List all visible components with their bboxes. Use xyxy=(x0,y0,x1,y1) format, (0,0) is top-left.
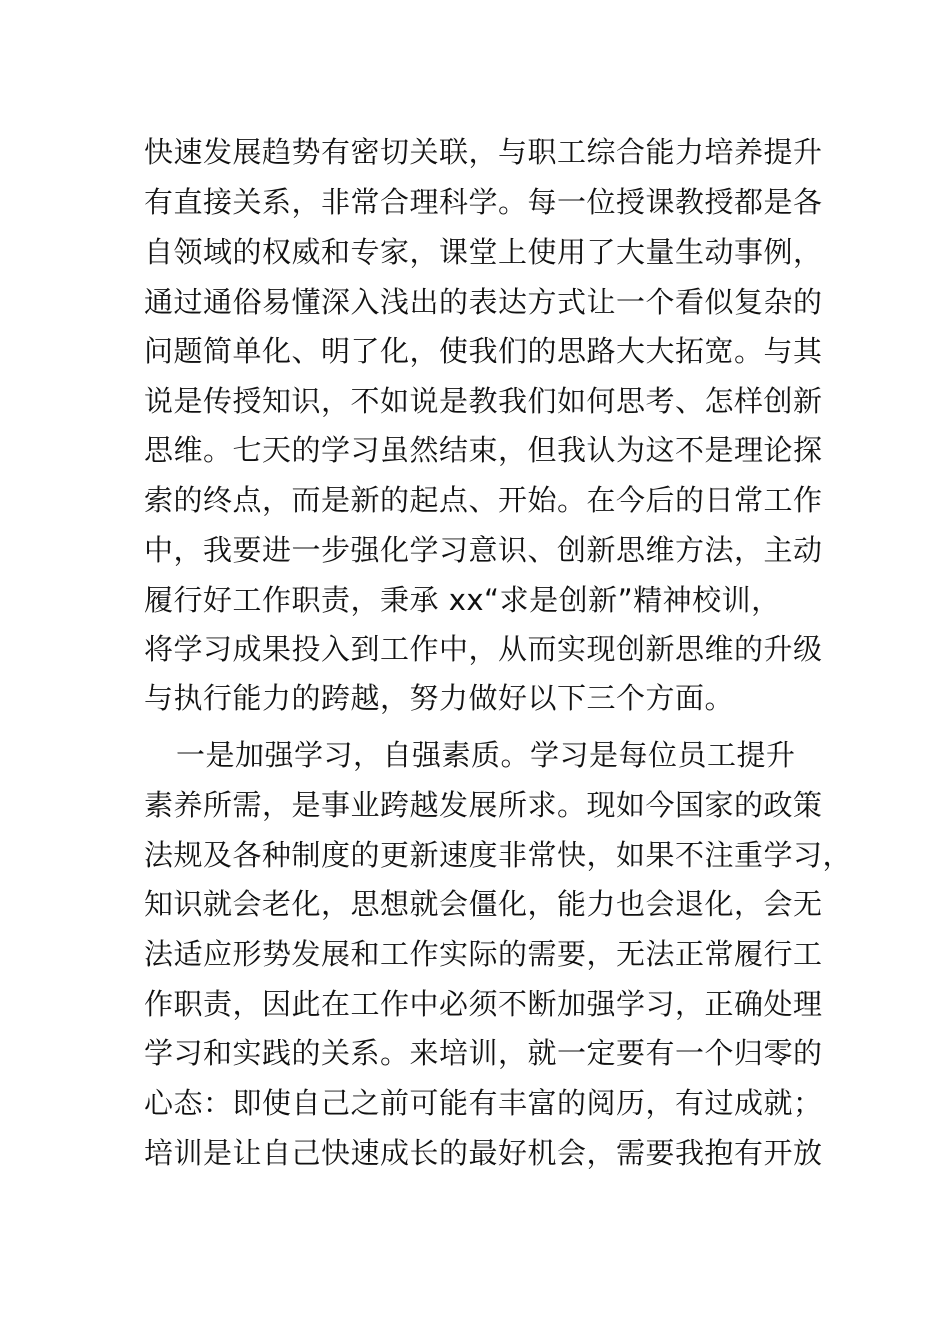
paragraph-2-line: 素养所需，是事业跨越发展所求。现如今国家的政策 xyxy=(144,788,823,822)
paragraph-2-line: 法适应形势发展和工作实际的需要，无法正常履行工 xyxy=(144,937,823,971)
paragraph-1-line: 通过通俗易懂深入浅出的表达方式让一个看似复杂的 xyxy=(144,285,823,319)
paragraph-1-line: 履行好工作职责，秉承 xx“求是创新”精神校训， xyxy=(144,583,781,617)
paragraph-2-line: 学习和实践的关系。来培训，就一定要有一个归零的 xyxy=(144,1036,823,1070)
paragraph-1-line: 将学习成果投入到工作中，从而实现创新思维的升级 xyxy=(144,632,823,666)
paragraph-1-line: 思维。七天的学习虽然结束，但我认为这不是理论探 xyxy=(144,433,823,467)
paragraph-1-line: 索的终点，而是新的起点、开始。在今后的日常工作 xyxy=(144,483,823,517)
paragraph-2-line: 知识就会老化，思想就会僵化，能力也会退化，会无 xyxy=(144,887,823,921)
paragraph-1-line: 快速发展趋势有密切关联，与职工综合能力培养提升 xyxy=(144,135,823,169)
paragraph-2-line: 作职责，因此在工作中必须不断加强学习，正确处理 xyxy=(144,987,823,1021)
paragraph-2-line: 培训是让自己快速成长的最好机会，需要我抱有开放 xyxy=(144,1136,823,1170)
paragraph-1-line: 与执行能力的跨越，努力做好以下三个方面。 xyxy=(144,681,735,715)
paragraph-2-line: 心态：即使自己之前可能有丰富的阅历，有过成就； xyxy=(144,1086,823,1120)
paragraph-1-line: 问题简单化、明了化，使我们的思路大大拓宽。与其 xyxy=(144,334,823,368)
paragraph-1-line: 中，我要进一步强化学习意识、创新思维方法，主动 xyxy=(144,533,823,567)
paragraph-2-line: 法规及各种制度的更新速度非常快，如果不注重学习， xyxy=(144,838,853,872)
paragraph-1-line: 自领域的权威和专家，课堂上使用了大量生动事例， xyxy=(144,235,823,269)
paragraph-2-line: 一是加强学习，自强素质。学习是每位员工提升 xyxy=(176,738,796,772)
paragraph-1-line: 说是传授知识，不如说是教我们如何思考、怎样创新 xyxy=(144,384,823,418)
paragraph-1-line: 有直接关系，非常合理科学。每一位授课教授都是各 xyxy=(144,185,823,219)
